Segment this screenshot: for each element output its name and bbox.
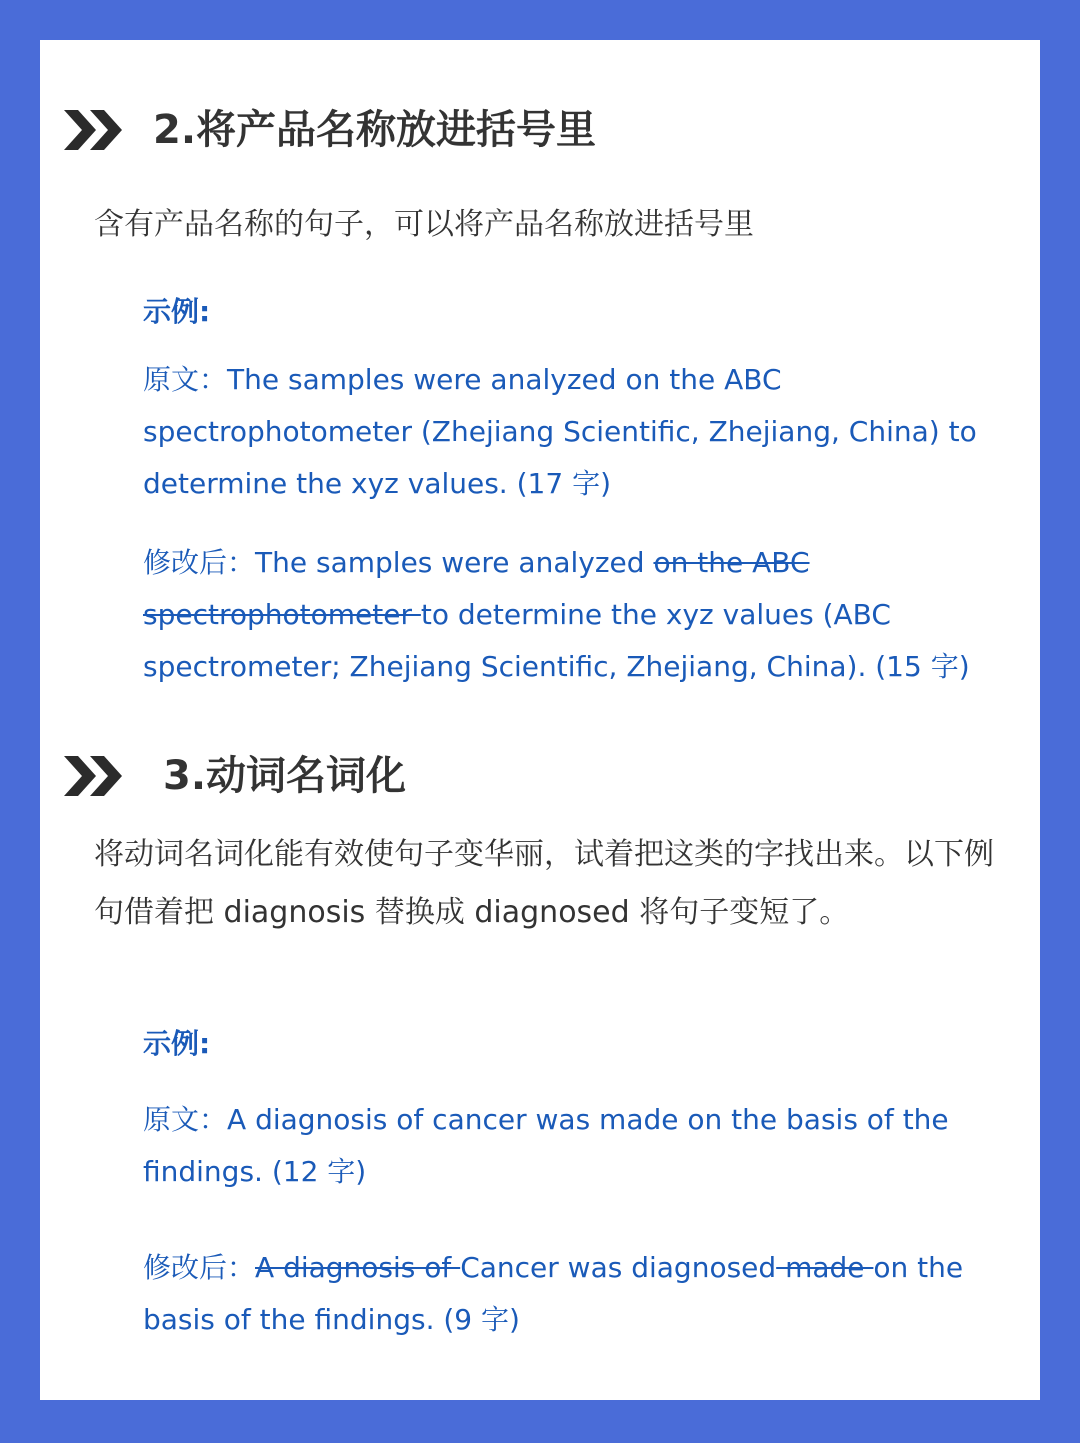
revised-example	[143, 1242, 1003, 1346]
deleted-text: A diagnosis of	[255, 1251, 461, 1284]
example-label: 示例:	[143, 295, 211, 328]
revised-example	[143, 537, 1003, 693]
deleted-text: on the ABC spectrophotometer	[143, 546, 810, 631]
original-text: A diagnosis of cancer was made on the basis of the findings. (12 字)	[143, 1103, 949, 1188]
double-chevron-icon	[62, 754, 126, 798]
section-title: 2.将产品名称放进括号里	[153, 107, 597, 153]
original-example	[143, 354, 1003, 510]
section-intro: 将动词名词化能有效使句子变华丽，试着把这类的字找出来。以下例句借着把 diagnosis 替换成 diagnosed 将句子变短了。	[94, 837, 994, 930]
revised-prefix: 修改后：	[143, 1251, 256, 1284]
revised-prefix: 修改后：	[143, 546, 256, 579]
example-label: 示例:	[143, 1027, 211, 1060]
double-chevron-icon	[62, 108, 126, 152]
revised-text: The samples were analyzed	[255, 546, 654, 579]
original-example	[143, 1094, 1003, 1198]
deleted-text: made	[776, 1251, 874, 1284]
content-card	[40, 40, 1040, 1400]
original-text: The samples were analyzed on the ABC spectrophotometer (Zhejiang Scientific, Zhejiang, China) to determine the xyz values. (17 字)	[143, 363, 977, 500]
original-prefix: 原文：	[143, 1103, 228, 1136]
revised-text: on the basis of the findings. (9 字)	[143, 1251, 964, 1336]
section-intro: 含有产品名称的句子，可以将产品名称放进括号里	[94, 207, 754, 242]
section-title: 3.动词名词化	[163, 753, 407, 799]
revised-text: Cancer was diagnosed	[460, 1251, 777, 1284]
original-prefix: 原文：	[143, 363, 228, 396]
revised-text: to determine the xyz values (ABC spectrometer; Zhejiang Scientific, Zhejiang, China). (15 字)	[143, 598, 970, 683]
